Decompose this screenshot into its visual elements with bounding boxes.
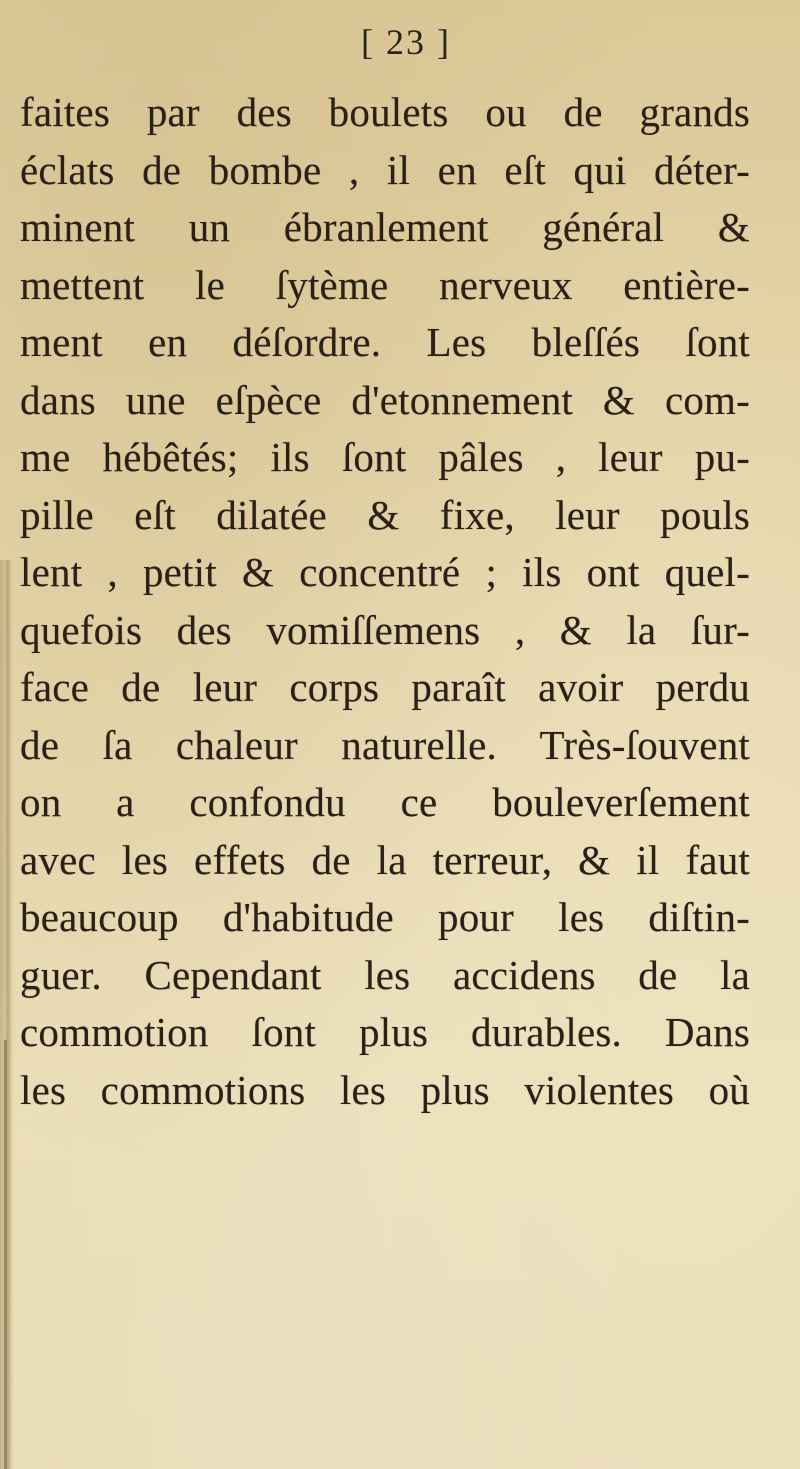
body-text — [20, 84, 750, 1119]
text-line: on a confondu ce bouleverſement — [20, 779, 750, 825]
book-gutter-edge — [4, 1040, 7, 1469]
text-line: commotion ſont plus durables. Dans — [20, 1009, 750, 1055]
text-line: faites par des boulets ou de grands — [20, 89, 750, 135]
book-gutter-shadow — [0, 560, 14, 1469]
text-line: éclats de bombe , il en eſt qui déter- — [20, 146, 750, 193]
text-line: avec les effets de la terreur, & il faut — [20, 836, 750, 883]
text-line: quefois des vomiſſemens , & la ſur- — [20, 606, 750, 653]
text-line: pille eſt dilatée & fixe, leur pouls — [20, 491, 750, 538]
text-line: de ſa chaleur naturelle. Très-ſouvent — [20, 721, 750, 768]
text-line: beaucoup d'habitude pour les diſtin- — [20, 894, 750, 940]
text-line: dans une eſpèce d'etonnement & com- — [20, 376, 750, 423]
text-line: face de leur corps paraît avoir perdu — [20, 664, 750, 710]
text-line: lent , petit & concentré ; ils ont quel- — [20, 549, 750, 595]
text-line: mettent le ſytème nerveux entière- — [20, 261, 750, 308]
text-line: les commotions les plus violentes où — [20, 1066, 750, 1113]
page-number: [ 23 ] — [361, 22, 451, 62]
text-line: minent un ébranlement général & — [20, 204, 750, 250]
text-line: guer. Cependant les accidens de la — [20, 951, 750, 998]
text-line: me hébêtés; ils ſont pâles , leur pu- — [20, 434, 750, 480]
text-line: ment en déſordre. Les bleſſés ſont — [20, 319, 750, 365]
